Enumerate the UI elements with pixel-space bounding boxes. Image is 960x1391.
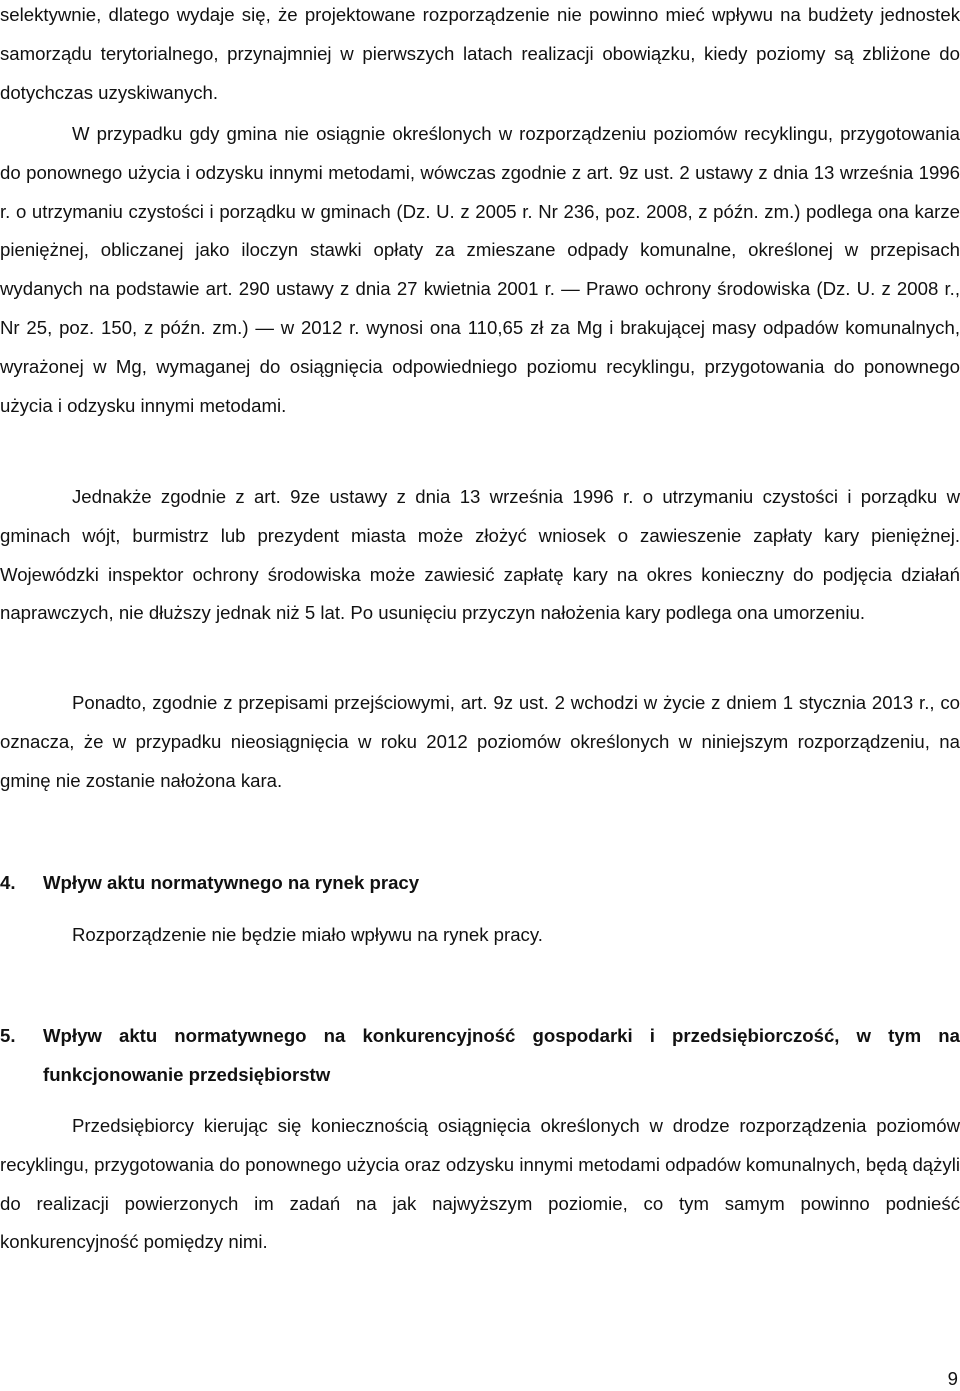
paragraph-transitional-provisions: Ponadto, zgodnie z przepisami przejściowymi, art. 9z ust. 2 wchodzi w życie z dniem 1 stycznia 2013 r., co oznacza, że w przypadku nieosiągnięcia w roku 2012 poziomów określonych w niniejszym rozporządzeniu, na gminę nie zostanie nałożona kara. — [0, 692, 960, 791]
paragraph-penalty-rules: W przypadku gdy gmina nie osiągnie określonych w rozporządzeniu poziomów recyklingu, przygotowania do ponownego użycia i odzysku innymi metodami, wówczas zgodnie z art. 9z ust. 2 ustawy z dnia 13 września 1996 r. o utrzymaniu czystości i porządku w gminach (Dz. U. z 2005 r. Nr 236, poz. 2008, z późn. zm.) podlega ona karze pieniężnej, obliczanej jako iloczyn stawki opłaty za zmieszane odpady komunalne, określonej w przepisach wydanych na podstawie art. 290 ustawy z dnia 27 kwietnia 2001 r. — Prawo ochrony środowiska (Dz. U. z 2008 r., Nr 25, poz. 150, z późn. zm.) — w 2012 r. wynosi ona 110,65 zł za Mg i brakującej masy odpadów komunalnych, wyrażonej w Mg, wymaganej do osiągnięcia odpowiedniego poziomu recyklingu, przygotowania do ponownego użycia i odzysku innymi metodami. — [0, 123, 960, 416]
section-5-number: 5. — [0, 1025, 16, 1046]
section-5-body: Przedsiębiorcy kierując się koniecznością osiągnięcia określonych w drodze rozporządzenia poziomów recyklingu, przygotowania do ponownego użycia oraz odzysku innymi metodami odpadów komunalnych, będą dążyli do realizacji powierzonych im zadań na jak najwyższym poziomie, co tym samym powinno podnieść konkurencyjność pomiędzy nimi. — [0, 1115, 960, 1253]
section-4-title: Wpływ aktu normatywnego na rynek pracy — [43, 872, 420, 893]
section-4-heading — [0, 864, 960, 903]
paragraph-budget-impact: selektywnie, dlatego wydaje się, że projektowane rozporządzenie nie powinno mieć wpływu na budżety jednostek samorządu terytorialnego, przynajmniej w pierwszych latach realizacji obowiązku, kiedy poziomy są zbliżone do dotychczas uzyskiwanych. — [0, 4, 960, 103]
page-number: 9 — [947, 1368, 958, 1389]
section-5-title: Wpływ aktu normatywnego na konkurencyjność gospodarki i przedsiębiorczość, w tym na funkcjonowanie przedsiębiorstw — [43, 1025, 960, 1085]
section-5-heading — [0, 1017, 960, 1095]
paragraph-penalty-suspension: Jednakże zgodnie z art. 9ze ustawy z dnia 13 września 1996 r. o utrzymaniu czystości i porządku w gminach wójt, burmistrz lub prezydent miasta może złożyć wniosek o zawieszenie zapłaty kary pieniężnej. Wojewódzki inspektor ochrony środowiska może zawiesić zapłatę kary na okres konieczny do podjęcia działań naprawczych, nie dłuższy jednak niż 5 lat. Po usunięciu przyczyn nałożenia kary podlega ona umorzeniu. — [0, 486, 960, 624]
section-4-number: 4. — [0, 872, 16, 893]
section-4-body: Rozporządzenie nie będzie miało wpływu na rynek pracy. — [72, 924, 543, 945]
